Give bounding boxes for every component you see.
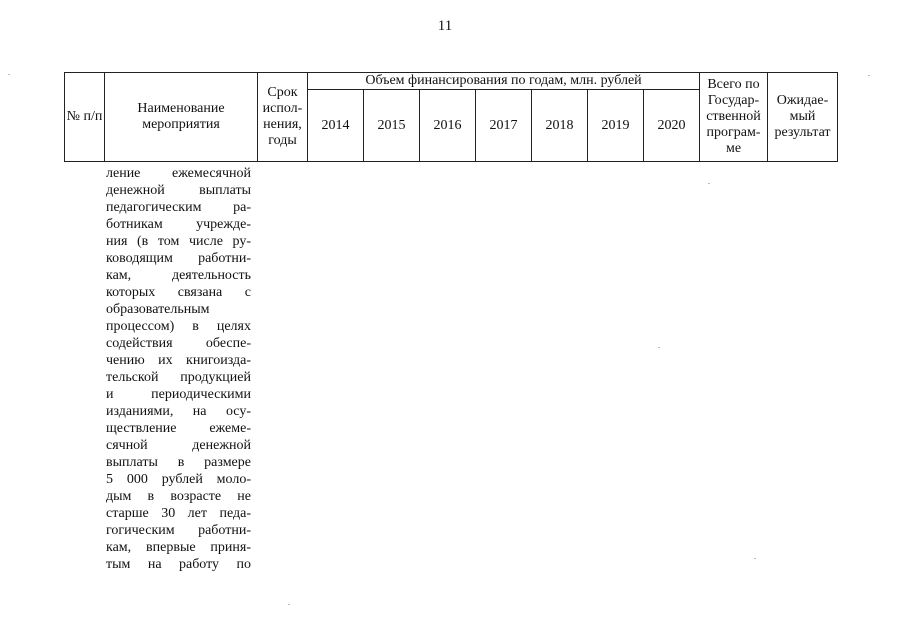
text-line: ботникам учрежде- bbox=[106, 217, 251, 232]
text-line: гогическим работни- bbox=[106, 523, 251, 538]
text-line: выплаты в размере bbox=[106, 455, 251, 470]
scan-speck bbox=[658, 347, 660, 348]
text-line: кам, впервые приня- bbox=[106, 540, 251, 555]
text-line: денежной выплаты bbox=[106, 183, 251, 198]
scan-speck bbox=[8, 74, 10, 75]
text-line: тым на работу по bbox=[106, 557, 251, 572]
header-year: 2018 bbox=[532, 90, 588, 162]
header-year: 2019 bbox=[588, 90, 644, 162]
text-line: ление ежемесячной bbox=[106, 166, 251, 181]
header-year: 2015 bbox=[364, 90, 420, 162]
header-event-name: Наименование мероприятия bbox=[105, 73, 258, 162]
text-line: 5 000 рублей моло- bbox=[106, 472, 251, 487]
text-line: образовательным bbox=[106, 302, 210, 317]
text-line: чению их книгоизда- bbox=[106, 353, 251, 368]
text-line: ководящим работни- bbox=[106, 251, 251, 266]
text-line: кам, деятельность bbox=[106, 268, 251, 283]
text-line: ния (в том числе ру- bbox=[106, 234, 251, 249]
text-line: и периодическими bbox=[106, 387, 251, 402]
header-year: 2016 bbox=[420, 90, 476, 162]
text-line: изданиями, на осу- bbox=[106, 404, 251, 419]
text-line: педагогическим ра- bbox=[106, 200, 251, 215]
text-line: которых связана с bbox=[106, 285, 251, 300]
header-year: 2020 bbox=[644, 90, 700, 162]
text-line: процессом) в целях bbox=[106, 319, 251, 334]
header-total: Всего по Государ-ственной програм-ме bbox=[700, 73, 768, 162]
text-line: ществление ежеме- bbox=[106, 421, 251, 436]
scan-speck bbox=[754, 558, 756, 559]
page-number: 11 bbox=[437, 18, 453, 34]
scan-speck bbox=[708, 183, 710, 184]
header-year: 2014 bbox=[308, 90, 364, 162]
text-line: старше 30 лет педа- bbox=[106, 506, 251, 521]
header-year: 2017 bbox=[476, 90, 532, 162]
header-number: № п/п bbox=[65, 73, 105, 162]
header-term: Срок испол-нения, годы bbox=[258, 73, 308, 162]
scan-speck bbox=[288, 604, 290, 605]
text-line: тельской продукцией bbox=[106, 370, 251, 385]
text-line: дым в возрасте не bbox=[106, 489, 251, 504]
header-funding-by-years: Объем финансирования по годам, млн. рублей bbox=[308, 73, 700, 90]
scan-speck bbox=[868, 75, 870, 76]
event-description-continuation bbox=[106, 165, 251, 573]
text-line: сячной денежной bbox=[106, 438, 251, 453]
header-expected-result: Ожидае-мый результат bbox=[768, 73, 838, 162]
financing-table bbox=[64, 72, 838, 162]
text-line: содействия обеспе- bbox=[106, 336, 251, 351]
